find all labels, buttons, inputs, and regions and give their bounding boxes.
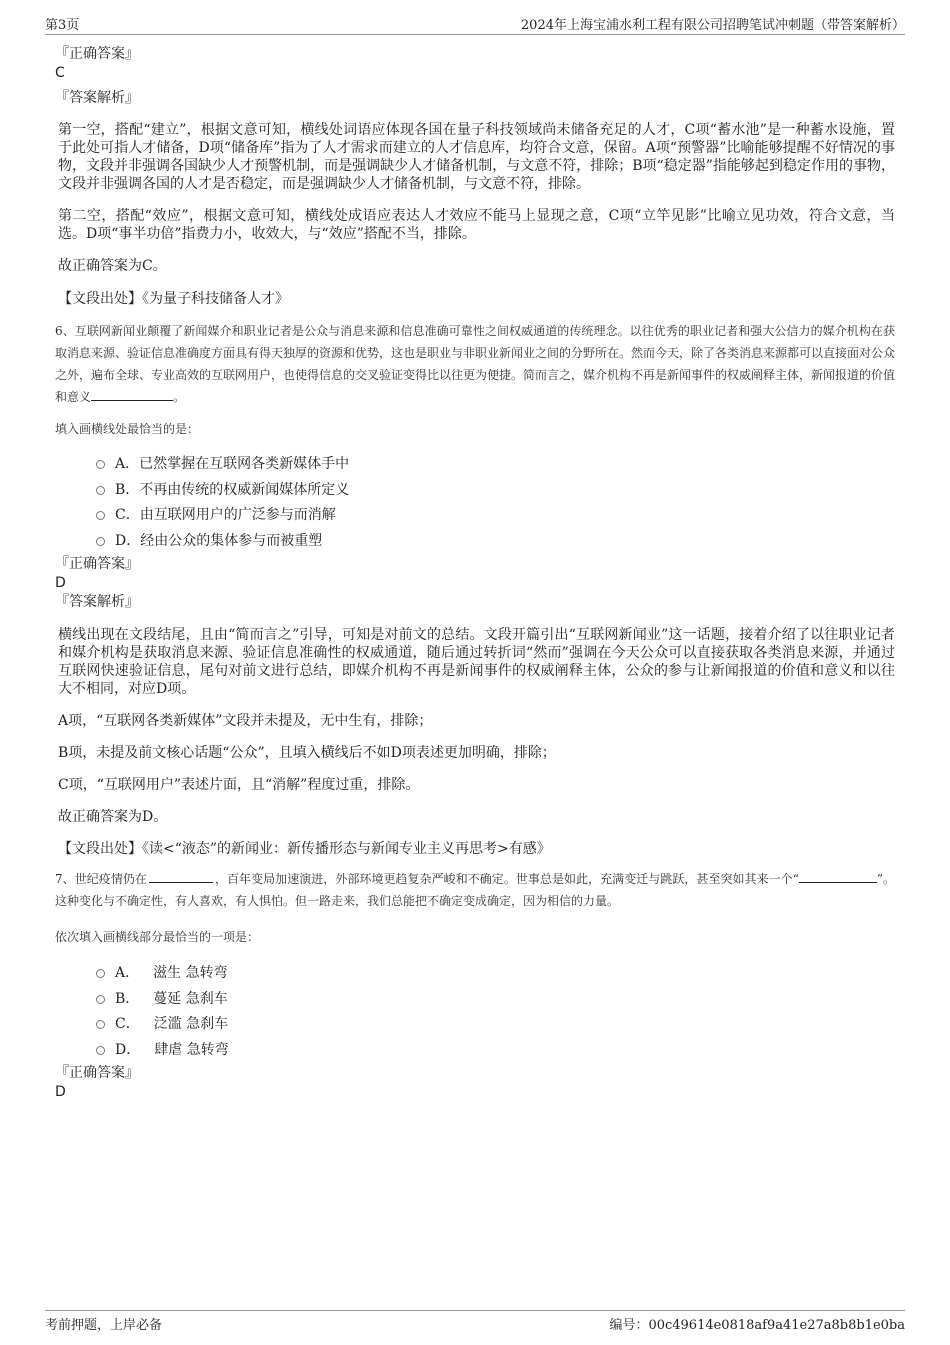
- option-letter: C．: [115, 1016, 140, 1032]
- radio-button[interactable]: [96, 486, 105, 495]
- q7-stem-text-3: ”。这种变化与不确定性，有人喜欢，有人惧怕。但一路走来，我们总能把不确定变成确定，因为相信的力量。: [55, 872, 896, 908]
- q6-option-a[interactable]: [55, 452, 895, 478]
- option-letter: D．: [115, 532, 141, 549]
- q7-options: [55, 961, 895, 1063]
- option-text: 滋生 急转弯: [153, 965, 228, 981]
- radio-button[interactable]: [96, 511, 105, 520]
- option-letter: A．: [115, 965, 140, 981]
- option-letter: A．: [115, 456, 140, 472]
- radio-button[interactable]: [96, 537, 105, 546]
- q6-analysis-option-a: A项，“互联网各类新媒体”文段并未提及，无中生有，排除；: [58, 713, 433, 729]
- q5-source: [55, 290, 895, 308]
- option-text: 经由公众的集体参与而被重塑: [140, 532, 323, 549]
- q5-source-tag: 【文段出处】: [58, 291, 142, 307]
- q6-prompt: 填入画横线处最恰当的是：: [55, 422, 200, 436]
- q7-stem: [55, 868, 895, 912]
- radio-button[interactable]: [96, 1046, 105, 1055]
- document-id: 编号：00c49614e0818af9a41e27a8b8b1e0ba: [609, 1318, 905, 1333]
- option-text: 蔓延 急刹车: [153, 990, 228, 1007]
- radio-button[interactable]: [96, 460, 105, 469]
- q7-option-d[interactable]: [55, 1038, 895, 1064]
- q6-stem-text: 6、互联网新闻业颠覆了新闻媒介和职业记者是公众与消息来源和信息准确可靠性之间权威通道的传统理念。以往优秀的职业记者和强大公信力的媒介机构在获取消息来源、验证信息准确度方面具有得天独厚的资源和优势，这也是职业与非职业新闻业之间的分野所在。然而今天，除了各类消息来源都可以直接面对公众之外，遍布全球、专业高效的互联网用户，也使得信息的交叉验证变得比以往更为便捷。简而言之，媒介机构不再是新闻事件的权威阐释主体，新闻报道的价值和意义: [55, 324, 896, 404]
- q7-option-c[interactable]: [55, 1012, 895, 1038]
- q5-answer-value: C: [55, 65, 65, 81]
- radio-button[interactable]: [96, 995, 105, 1004]
- option-text: 泛滥 急刹车: [153, 1016, 229, 1032]
- q6-analysis-paragraph-1: 横线出现在文段结尾，且由“简而言之”引导，可知是对前文的总结。文段开篇引出“互联网新闻业”这一话题，接着介绍了以往职业记者和媒介机构是获取消息来源、验证信息准确性的权威通道，随后通过转折词“然而”强调在今天公众可以直接获取各类消息来源，并通过互联网快速验证信息，尾句对前文进行总结，即媒介机构不再是新闻事件的权威阐释主体，公众的参与让新闻报道的价值和意义和以往大不相同，对应D项。: [58, 627, 895, 697]
- q5-analysis-paragraph-1: 第一空，搭配“建立”，根据文意可知，横线处词语应体现各国在量子科技领域尚未储备充足的人才，C项“蓄水池”是一种蓄水设施，置于此处可指人才储备，D项“储备库”指为了人才需求而建立的人才信息库，均符合文意，保留。A项“预警器”比喻能够提醒不好情况的事物，文段并非强调各国缺少人才预警机制，而是强调缺少人才储备机制，与文意不符，排除；B项“稳定器”指能够起到稳定作用的事物，文段并非强调各国的人才是否稳定，而是强调缺少人才储备机制，与文意不符，排除。: [58, 122, 895, 192]
- q6-option-c[interactable]: [55, 503, 895, 529]
- q6-source: [55, 840, 895, 858]
- q6-analysis-conclusion: 故正确答案为D。: [58, 809, 168, 825]
- option-text: 已然掌握在互联网各类新媒体手中: [139, 456, 350, 472]
- page-header: [45, 12, 905, 35]
- q6-stem: [55, 320, 895, 408]
- q5-analysis-label: 『答案解析』: [55, 90, 139, 106]
- q6-options: [55, 452, 895, 554]
- radio-button[interactable]: [96, 969, 105, 978]
- q6-analysis-option-b: B项，未提及前文核心话题“公众”，且填入横线后不如D项表述更加明确，排除；: [58, 745, 556, 761]
- q7-blank-2: [799, 870, 877, 883]
- q5-analysis-paragraph-2: 第二空，搭配“效应”，根据文意可知，横线处成语应表达人才效应不能马上显现之意，C项“立竿见影”比喻立见功效，符合文意，当选。D项“事半功倍”指费力小，收效大，与“效应”搭配不当，排除。: [58, 208, 895, 242]
- option-text: 不再由传统的权威新闻媒体所定义: [139, 481, 350, 498]
- q7-option-a[interactable]: [55, 961, 895, 987]
- q6-option-b[interactable]: [55, 478, 895, 504]
- q7-stem-text-2: ，百年变局加速演进，外部环境更趋复杂严峻和不确定。世事总是如此，充满变迁与跳跃，甚至突如其来一个“: [214, 872, 799, 886]
- page-footer: [45, 1310, 905, 1333]
- q6-blank: [91, 388, 173, 401]
- q5-analysis-conclusion: 故正确答案为C。: [58, 258, 167, 274]
- q7-answer-label: 『正确答案』: [55, 1065, 139, 1081]
- option-text: 肆虐 急转弯: [154, 1041, 229, 1058]
- document-title: 2024年上海宝浦水利工程有限公司招聘笔试冲刺题（带答案解析）: [520, 18, 905, 33]
- q7-prompt: 依次填入画横线部分最恰当的一项是：: [55, 930, 260, 944]
- q7-option-b[interactable]: [55, 987, 895, 1013]
- q7-answer-value: D: [55, 1084, 66, 1100]
- option-letter: C．: [115, 507, 140, 523]
- page-number: 第3页: [45, 18, 80, 33]
- q6-stem-end: 。: [173, 390, 186, 404]
- q6-source-title: 《读<“液态”的新闻业：新传播形态与新闻专业主义再思考>有感》: [142, 841, 551, 857]
- q6-analysis-label: 『答案解析』: [55, 594, 139, 610]
- q7-blank-1: [149, 870, 213, 883]
- q6-source-tag: 【文段出处】: [58, 841, 142, 857]
- option-text: 由互联网用户的广泛参与而消解: [139, 507, 336, 523]
- q5-answer-label: 『正确答案』: [55, 46, 139, 62]
- option-letter: D．: [115, 1041, 141, 1058]
- q6-answer-value: D: [55, 575, 66, 591]
- q6-option-d[interactable]: [55, 529, 895, 555]
- q6-answer-label: 『正确答案』: [55, 556, 139, 572]
- option-letter: B．: [115, 481, 140, 498]
- q5-source-title: 《为量子科技储备人才》: [142, 291, 289, 307]
- page-content: [55, 44, 895, 1101]
- q6-analysis-option-c: C项，“互联网用户”表述片面，且“消解”程度过重，排除。: [58, 777, 420, 793]
- radio-button[interactable]: [96, 1020, 105, 1029]
- footer-slogan: 考前押题，上岸必备: [45, 1318, 163, 1333]
- option-letter: B．: [115, 990, 140, 1007]
- q7-stem-text-1: 7、世纪疫情仍在: [55, 872, 147, 886]
